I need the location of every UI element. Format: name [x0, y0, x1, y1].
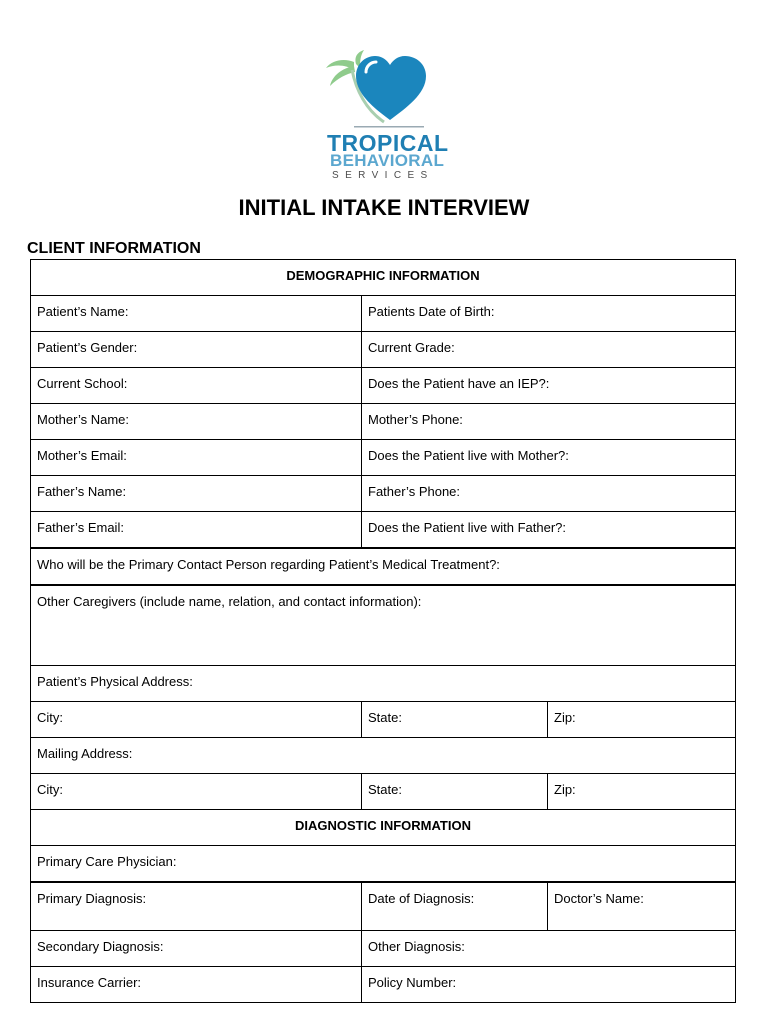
grade-field[interactable]: Current Grade:: [362, 332, 736, 368]
table-row: [31, 404, 736, 440]
table-row: [31, 512, 736, 549]
table-row: [31, 666, 736, 702]
other-diagnosis-field[interactable]: Other Diagnosis:: [362, 931, 736, 967]
dob-field[interactable]: Patients Date of Birth:: [362, 296, 736, 332]
iep-field[interactable]: Does the Patient have an IEP?:: [362, 368, 736, 404]
patient-name-field[interactable]: Patient’s Name:: [31, 296, 362, 332]
heart-palm-icon: [318, 50, 450, 130]
school-field[interactable]: Current School:: [31, 368, 362, 404]
primary-diagnosis-field[interactable]: Primary Diagnosis:: [31, 882, 362, 931]
logo-line2: BEHAVIORAL: [330, 151, 445, 170]
date-of-diagnosis-field[interactable]: Date of Diagnosis:: [362, 882, 548, 931]
logo-line3: SERVICES: [332, 170, 434, 181]
mother-email-field[interactable]: Mother’s Email:: [31, 440, 362, 476]
table-row: [31, 846, 736, 883]
father-name-field[interactable]: Father’s Name:: [31, 476, 362, 512]
table-row: [31, 296, 736, 332]
mother-name-field[interactable]: Mother’s Name:: [31, 404, 362, 440]
table-row: [31, 810, 736, 846]
live-with-father-field[interactable]: Does the Patient live with Father?:: [362, 512, 736, 549]
table-row: [31, 702, 736, 738]
father-phone-field[interactable]: Father’s Phone:: [362, 476, 736, 512]
demographic-header: DEMOGRAPHIC INFORMATION: [31, 260, 736, 296]
mother-phone-field[interactable]: Mother’s Phone:: [362, 404, 736, 440]
zip-field[interactable]: Zip:: [548, 702, 736, 738]
company-logo: [318, 50, 450, 190]
table-row: [31, 738, 736, 774]
other-caregivers-field[interactable]: Other Caregivers (include name, relation, and contact information):: [31, 585, 736, 666]
table-row: [31, 260, 736, 296]
logo-line1: TROPICAL: [327, 130, 449, 156]
insurance-carrier-field[interactable]: Insurance Carrier:: [31, 967, 362, 1003]
document-title: INITIAL INTAKE INTERVIEW: [238, 195, 530, 220]
table-row: [31, 548, 736, 585]
table-row: [31, 440, 736, 476]
diagnostic-header: DIAGNOSTIC INFORMATION: [31, 810, 736, 846]
primary-contact-field[interactable]: Who will be the Primary Contact Person regarding Patient’s Medical Treatment?:: [31, 548, 736, 585]
mailing-address-field[interactable]: Mailing Address:: [31, 738, 736, 774]
table-row: [31, 332, 736, 368]
mailing-zip-field[interactable]: Zip:: [548, 774, 736, 810]
mailing-city-field[interactable]: City:: [31, 774, 362, 810]
table-row: [31, 967, 736, 1003]
table-row: [31, 368, 736, 404]
state-field[interactable]: State:: [362, 702, 548, 738]
father-email-field[interactable]: Father’s Email:: [31, 512, 362, 549]
policy-number-field[interactable]: Policy Number:: [362, 967, 736, 1003]
physician-field[interactable]: Primary Care Physician:: [31, 846, 736, 883]
intake-form-table: [30, 259, 736, 1003]
table-row: [31, 476, 736, 512]
table-row: [31, 931, 736, 967]
gender-field[interactable]: Patient’s Gender:: [31, 332, 362, 368]
city-field[interactable]: City:: [31, 702, 362, 738]
table-row: [31, 882, 736, 931]
secondary-diagnosis-field[interactable]: Secondary Diagnosis:: [31, 931, 362, 967]
mailing-state-field[interactable]: State:: [362, 774, 548, 810]
live-with-mother-field[interactable]: Does the Patient live with Mother?:: [362, 440, 736, 476]
physical-address-field[interactable]: Patient’s Physical Address:: [31, 666, 736, 702]
table-row: [31, 774, 736, 810]
doctor-name-field[interactable]: Doctor’s Name:: [548, 882, 736, 931]
section-title: CLIENT INFORMATION: [27, 240, 201, 257]
table-row: [31, 585, 736, 666]
